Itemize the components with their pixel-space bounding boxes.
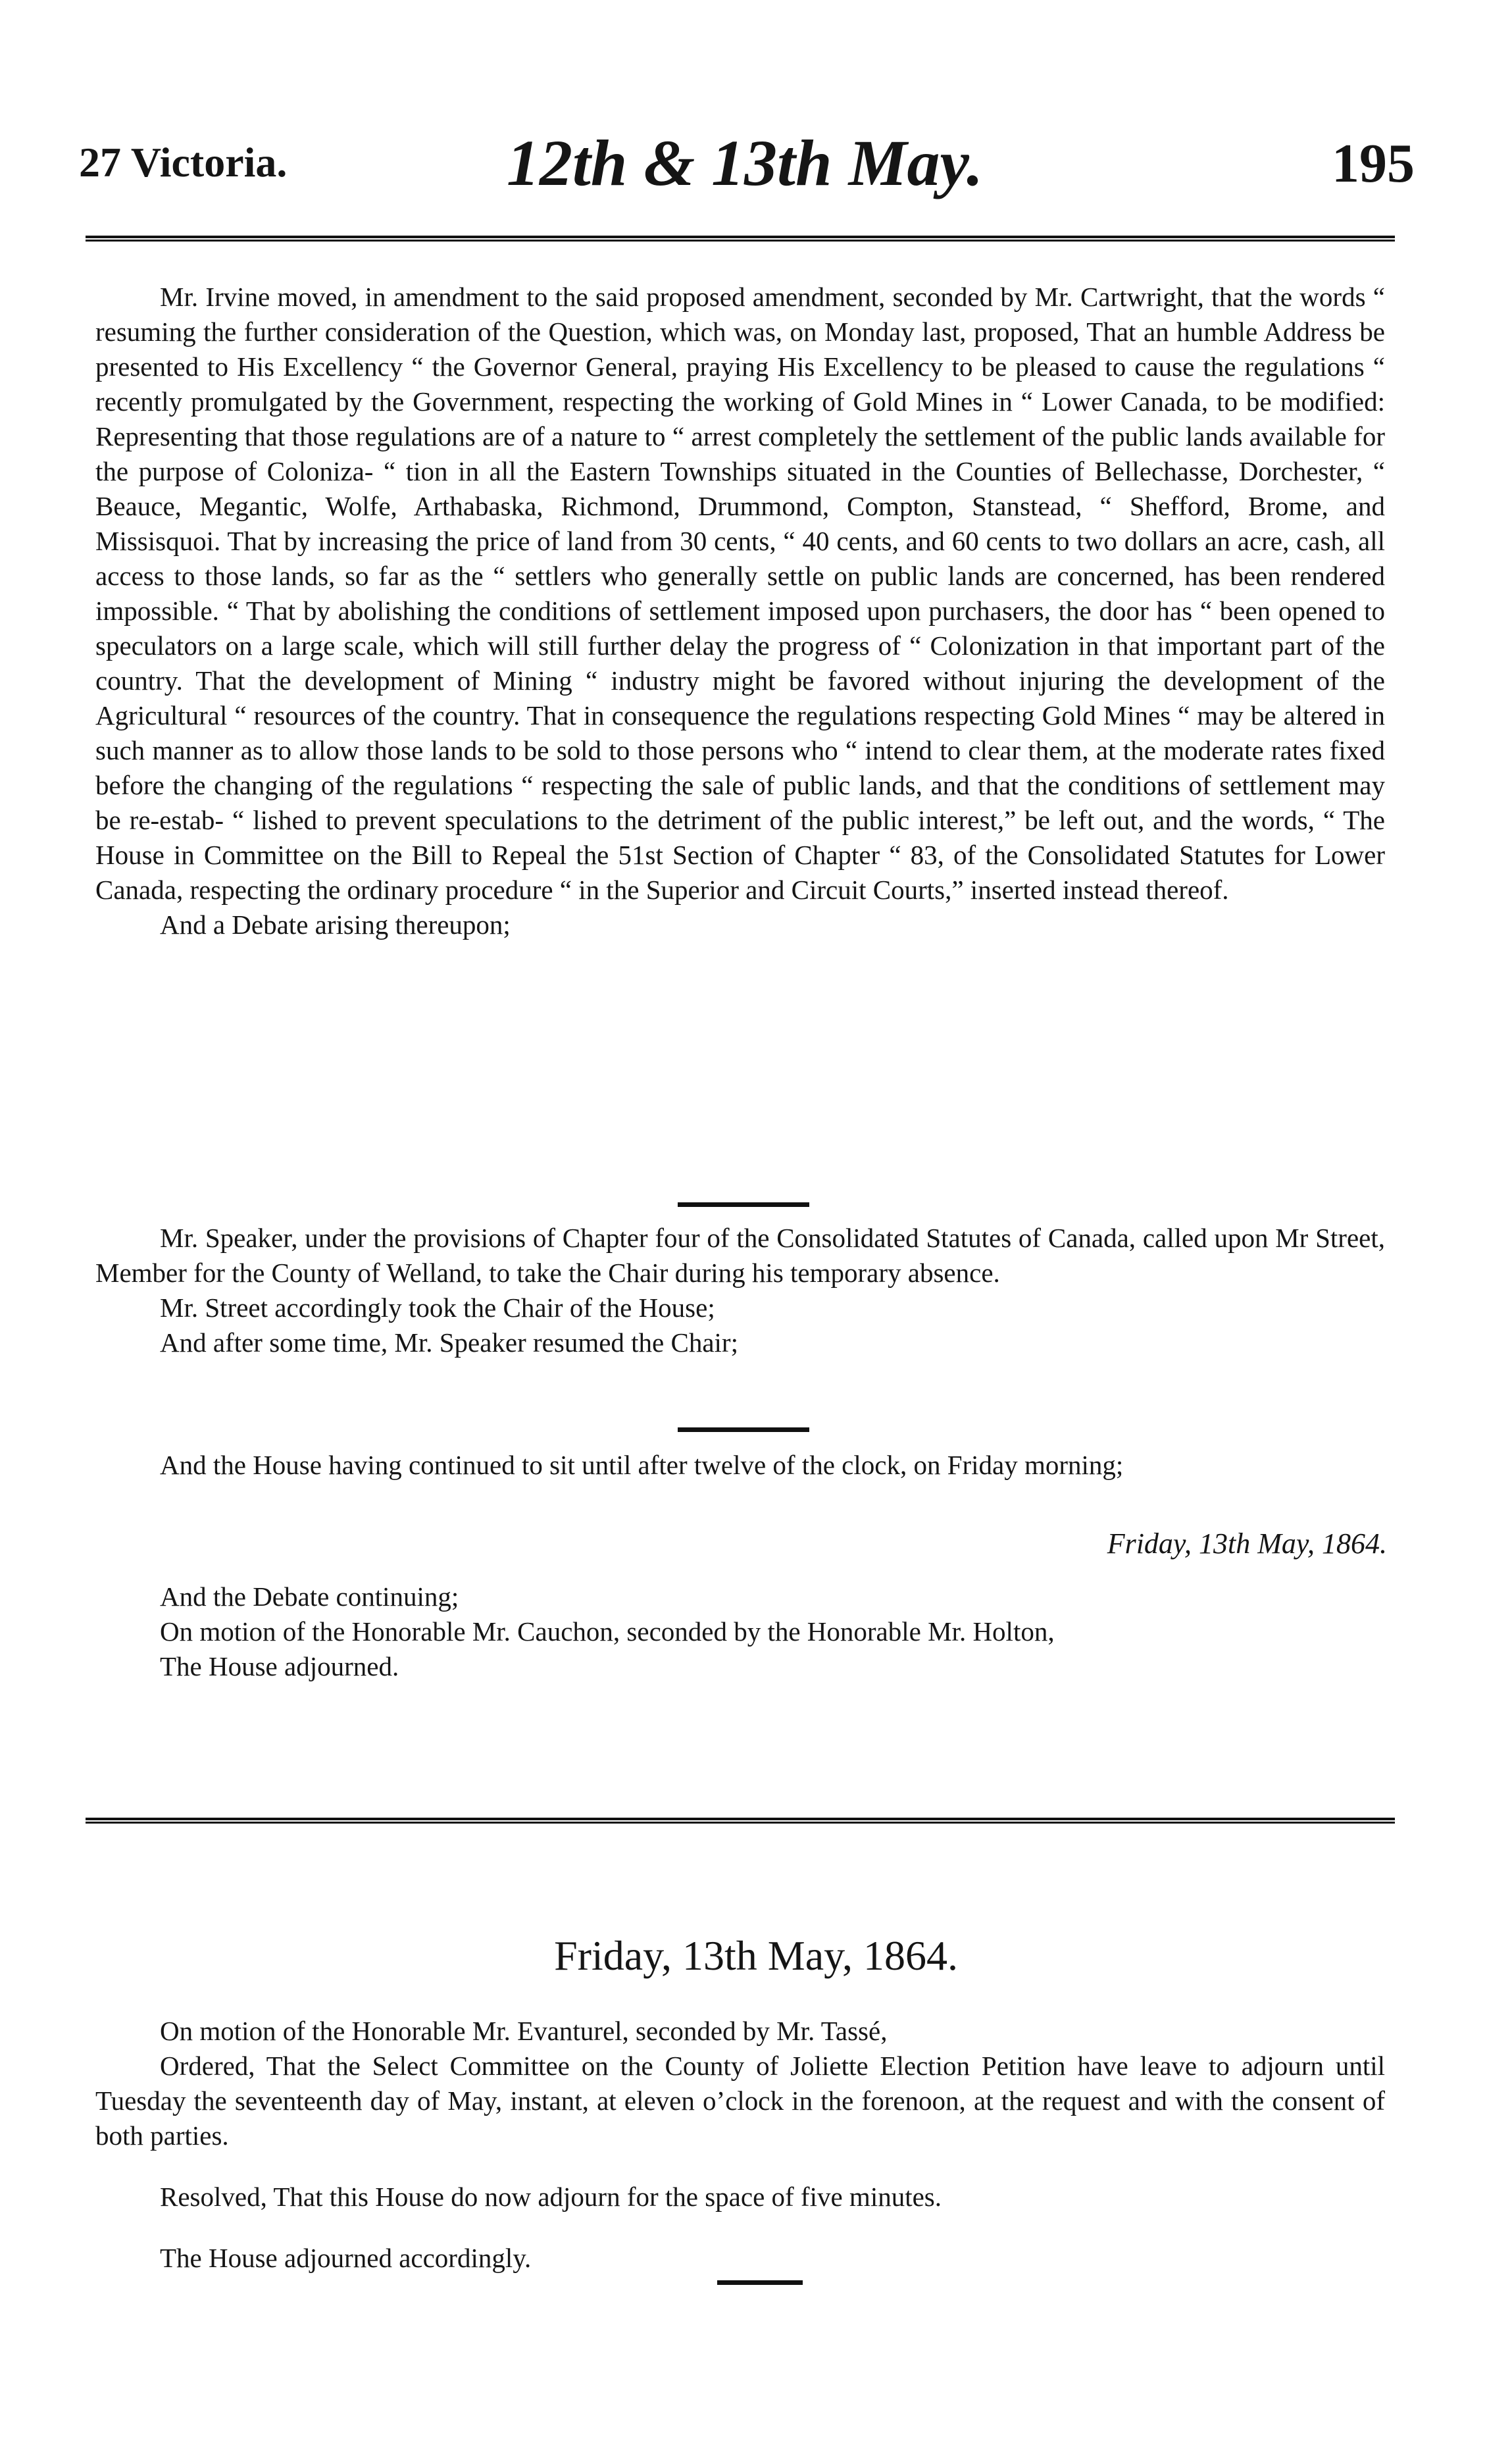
debate-continuing-line: And the Debate continuing; [160,1581,459,1612]
debate-line: And a Debate arising thereupon; [160,909,511,940]
page-number: 195 [1332,133,1415,194]
house-adjourned-line: The House adjourned. [160,1651,399,1681]
section-divider [678,1427,809,1432]
header-rule [86,236,1395,242]
friday-date-right: Friday, 13th May, 1864. [1107,1527,1387,1560]
debate-continuing-section [95,1579,1385,1684]
header-date: 12th & 13th May. [507,126,984,199]
speaker-resumed-line: And after some time, Mr. Speaker resumed the Chair; [160,1327,738,1358]
ordered-paragraph: Ordered, That the Select Committee on the County of Joliette Election Petition have leave to adjourn until Tuesday the seventeenth day of May, instant, at eleven o’clock in the forenoon, at the request and with the consent of both parties. [95,2051,1385,2151]
continued-section [95,1448,1385,1483]
resolved-line: Resolved, That this House do now adjourn for the space of five minutes. [160,2182,942,2212]
closing-divider [717,2280,803,2285]
regnal-year: 27 Victoria. [79,139,288,186]
evanturel-motion-line: On motion of the Honorable Mr. Evanturel, seconded by Mr. Tassé, [160,2016,888,2046]
page-header [79,125,1415,199]
adjourned-accordingly-line: The House adjourned accordingly. [160,2243,532,2273]
cauchon-motion-line: On motion of the Honorable Mr. Cauchon, seconded by the Honorable Mr. Holton, [160,1616,1055,1647]
day-title: Friday, 13th May, 1864. [554,1932,958,1979]
speaker-paragraph: Mr. Speaker, under the provisions of Chapter four of the Consolidated Statutes of Canada, called upon Mr Street, Member for the County of Welland, to take the Chair during his temporary absence. [95,1223,1385,1288]
day-separator-rule [86,1818,1395,1824]
continued-paragraph: And the House having continued to sit until after twelve of the clock, on Friday morning; [160,1450,1124,1480]
section-divider [678,1202,809,1207]
speaker-section [95,1221,1385,1360]
amendment-section [95,280,1385,942]
street-chair-line: Mr. Street accordingly took the Chair of the House; [160,1292,715,1323]
amendment-paragraph: Mr. Irvine moved, in amendment to the said proposed amendment, seconded by Mr. Cartwright, that the words “ resuming the further consideration of the Question, which was, on Monday last, proposed, That an humble Address be presented to His Excellency “ the Governor General, praying His Excellency to be pleased to cause the regulations “ recently promulgated by the Government, respecting the working of Gold Mines in “ Lower Canada, to be modified: Representing that those regulations are of a nature to “ arrest completely the settlement of the public lands available for the purpose of Coloniza- “ tion in all the Eastern Townships situated in the Counties of Bellechasse, Dorchester, “ Beauce, Megantic, Wolfe, Arthabaska, Richmond, Drummond, Compton, Stanstead, “ Shefford, Brome, and Missisquoi. That by increasing the price of land from 30 cents, “ 40 cents, and 60 cents to two dollars an acre, cash, all access to those lands, so far as the “ settlers who generally settle on public lands are concerned, has been rendered impossible. “ That by abolishing the conditions of settlement imposed upon purchasers, the door has “ been opened to speculators on a large scale, which will still further delay the progress of “ Colonization in that important part of the country. That the development of Mining “ industry might be favored without injuring the development of the Agricultural “ resources of the country. That in consequence the regulations respecting Gold Mines “ may be altered in such manner as to allow those lands to be sold to those persons who “ intend to clear them, at the moderate rates fixed before the changing of the regulations “ respecting the sale of public lands, and that the conditions of settlement may be re-estab- “ lished to prevent speculations to the detriment of the public interest,” be left out, and the words, “ The House in Committee on the Bill to Repeal the 51st Section of Chapter “ 83, of the Consolidated Statutes for Lower Canada, respecting the ordinary procedure “ in the Superior and Circuit Courts,” inserted instead thereof. [95,282,1385,905]
friday-section [95,2014,1385,2276]
